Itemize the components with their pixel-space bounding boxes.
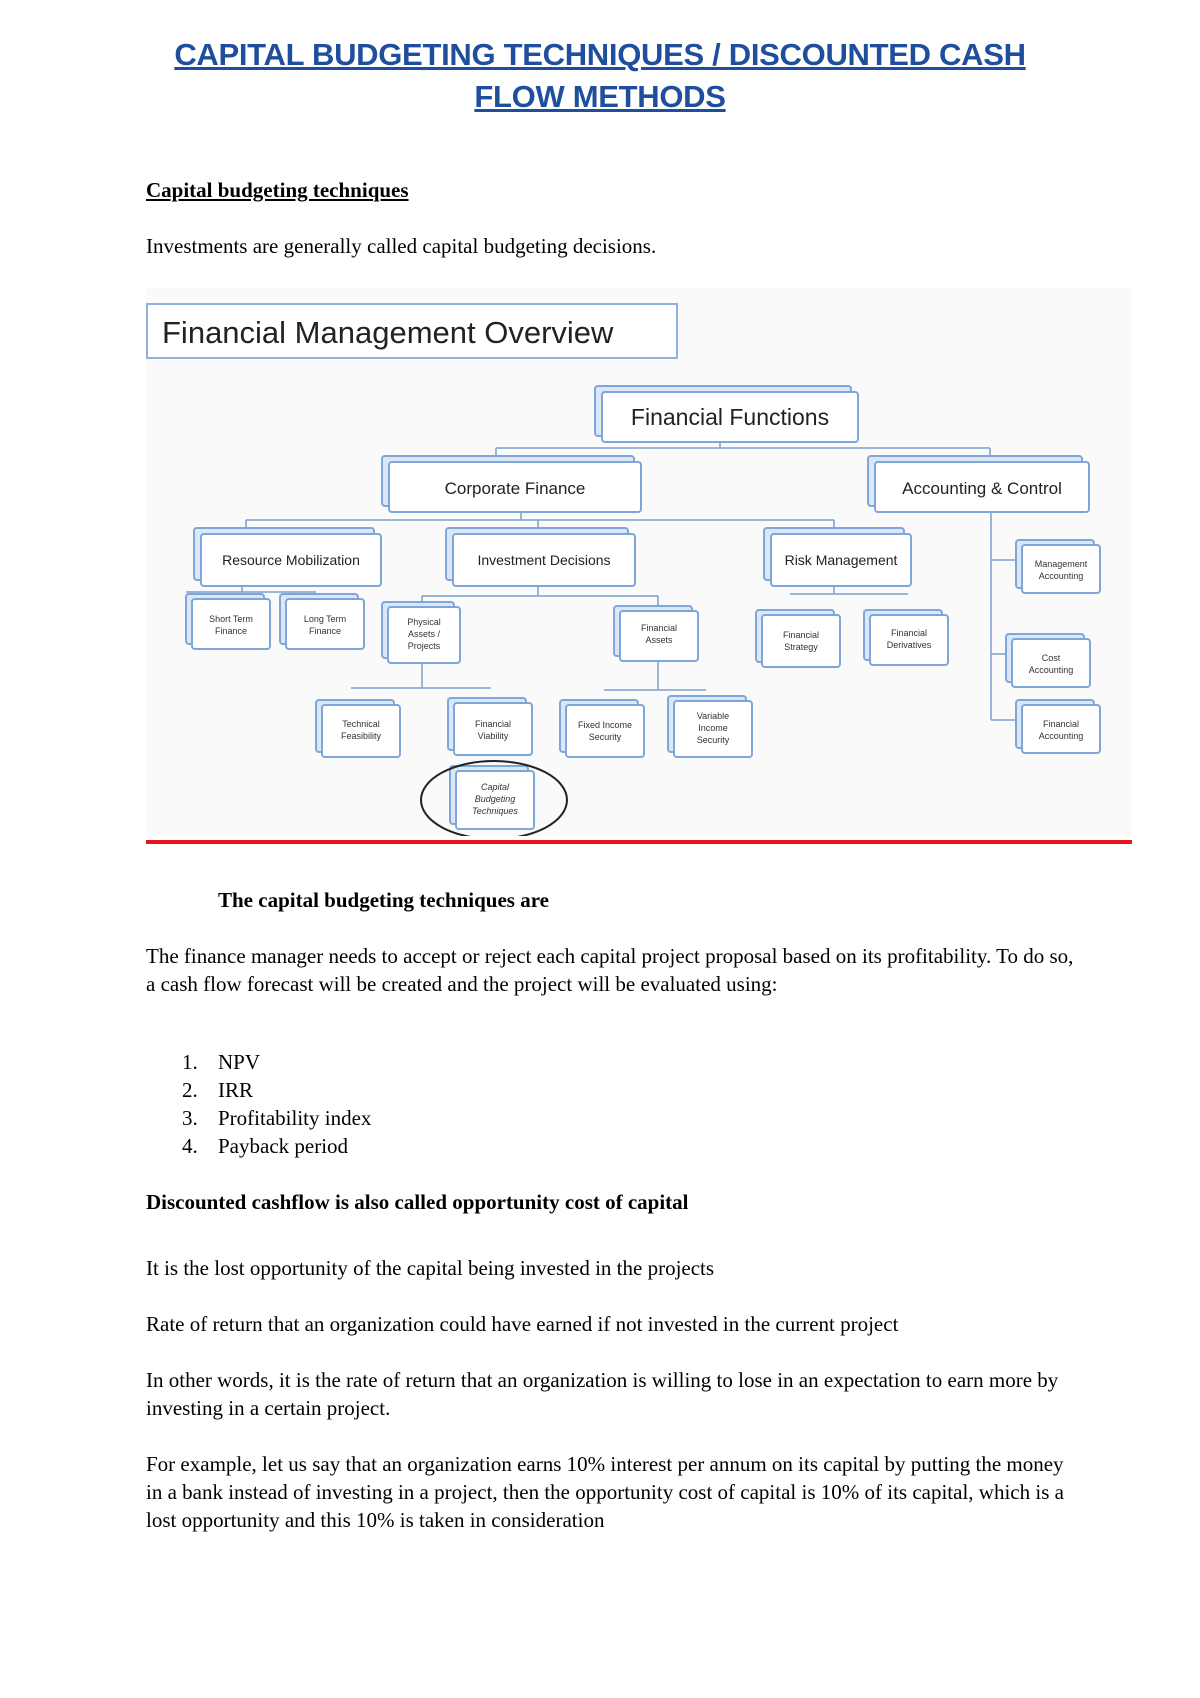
node-short-term-finance-2: Finance [214, 626, 248, 636]
techniques-intro: The finance manager needs to accept or reject each capital project proposal based on its profitability. To do so, a cash flow forecast will be created and the project will be evaluated using: [146, 944, 1074, 996]
node-financial-viability-1: Financial [474, 719, 512, 729]
node-physical-assets-2: Assets / [407, 629, 441, 639]
node-capital-budgeting-1: Capital [480, 782, 510, 792]
dcf-paragraph-4: For example, let us say that an organization earns 10% interest per annum on its capital by putting the money in a bank instead of investing in a project, then the opportunity cost of capital is 10% of its capital, which is a lost opportunity and this 10% is taken in consideration [146, 1452, 1064, 1532]
list-number: 1. [182, 1050, 198, 1074]
node-resource-mobilization: Resource Mobilization [222, 552, 360, 568]
diagram-title: Financial Management Overview [162, 315, 614, 350]
node-cost-accounting-2: Accounting [1028, 665, 1074, 675]
node-management-accounting-1: Management [1034, 559, 1088, 569]
node-capital-budgeting-2: Budgeting [474, 794, 516, 804]
node-management-accounting-2: Accounting [1038, 571, 1084, 581]
node-financial-assets-1: Financial [640, 623, 678, 633]
node-variable-income-2: Income [698, 723, 728, 733]
dcf-paragraph-1: It is the lost opportunity of the capital being invested in the projects [146, 1256, 715, 1280]
node-long-term-finance-1: Long Term [303, 614, 347, 624]
list-label: IRR [218, 1078, 254, 1102]
dcf-heading: Discounted cashflow is also called opportunity cost of capital [146, 1190, 689, 1214]
node-risk-management: Risk Management [784, 552, 898, 568]
title-line-1: CAPITAL BUDGETING TECHNIQUES / DISCOUNTED CASH [174, 37, 1026, 72]
list-number: 3. [182, 1106, 198, 1130]
list-item [146, 1104, 371, 1132]
list-item [146, 1048, 371, 1076]
techniques-list [146, 1048, 371, 1160]
document-title [0, 34, 1200, 118]
list-label: NPV [218, 1050, 261, 1074]
node-financial-assets-2: Assets [645, 635, 673, 645]
dcf-paragraph-3: In other words, it is the rate of return that an organization is willing to lose in an expectation to earn more by investing in a certain project. [146, 1368, 1059, 1420]
node-physical-assets-1: Physical [407, 617, 441, 627]
node-technical-feasibility-2: Feasibility [340, 731, 382, 741]
node-long-term-finance-2: Finance [308, 626, 342, 636]
node-technical-feasibility-1: Technical [342, 719, 380, 729]
intro-text: Investments are generally called capital budgeting decisions. [146, 234, 657, 258]
node-corporate-finance: Corporate Finance [444, 479, 586, 498]
node-variable-income-1: Variable [696, 711, 730, 721]
node-financial-strategy-2: Strategy [784, 642, 818, 652]
node-short-term-finance-1: Short Term [209, 614, 253, 624]
node-physical-assets-3: Projects [407, 641, 441, 651]
node-financial-accounting-2: Accounting [1038, 731, 1084, 741]
section-heading: Capital budgeting techniques [146, 178, 409, 202]
list-number: 2. [182, 1078, 198, 1102]
node-financial-accounting-1: Financial [1042, 719, 1080, 729]
node-financial-derivatives-2: Derivatives [886, 640, 932, 650]
node-financial-derivatives-1: Financial [890, 628, 928, 638]
list-label: Profitability index [218, 1106, 372, 1130]
dcf-paragraph-2: Rate of return that an organization could have earned if not invested in the current project [146, 1312, 899, 1336]
list-label: Payback period [218, 1134, 349, 1158]
node-investment-decisions: Investment Decisions [477, 552, 611, 568]
techniques-heading: The capital budgeting techniques are [218, 888, 549, 912]
node-financial-viability-2: Viability [477, 731, 509, 741]
list-number: 4. [182, 1134, 198, 1158]
financial-management-diagram [146, 288, 1132, 836]
node-accounting-control: Accounting & Control [902, 479, 1062, 498]
node-capital-budgeting-3: Techniques [472, 806, 518, 816]
list-item [146, 1076, 371, 1104]
node-variable-income-3: Security [696, 735, 730, 745]
title-line-2: FLOW METHODS [474, 79, 726, 114]
red-divider [146, 840, 1132, 844]
node-fixed-income-2: Security [588, 732, 622, 742]
node-cost-accounting-1: Cost [1041, 653, 1061, 663]
node-fixed-income-1: Fixed Income [577, 720, 633, 730]
node-financial-strategy-1: Financial [782, 630, 820, 640]
list-item [146, 1132, 371, 1160]
node-financial-functions: Financial Functions [630, 404, 830, 430]
